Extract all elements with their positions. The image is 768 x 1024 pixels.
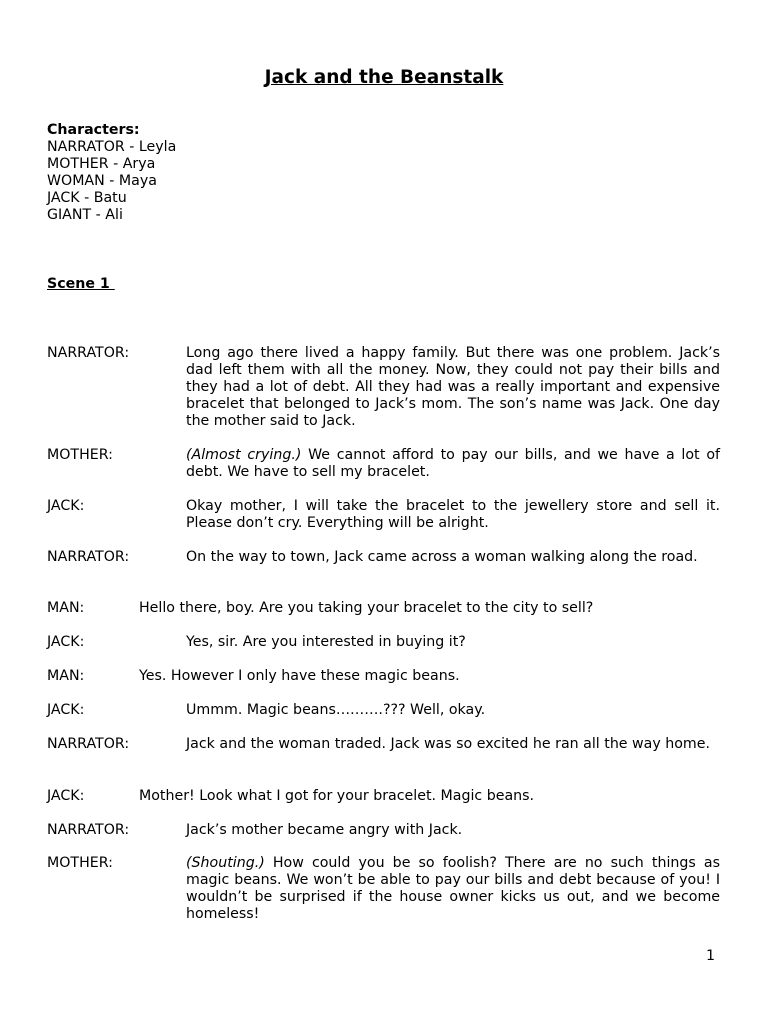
dialogue-line bbox=[47, 549, 720, 566]
dialogue-line bbox=[47, 788, 720, 805]
dialogue-text: Jack and the woman traded. Jack was so excited he ran all the way home. bbox=[186, 736, 710, 752]
speaker-label: NARRATOR: bbox=[47, 736, 130, 752]
dialogue-line bbox=[47, 600, 720, 617]
characters-list bbox=[47, 122, 176, 224]
stage-direction: (Shouting.) bbox=[186, 855, 265, 871]
dialogue-line bbox=[47, 634, 720, 651]
stage-direction: (Almost crying.) bbox=[186, 447, 302, 463]
speaker-label: JACK: bbox=[47, 788, 85, 804]
character-item: GIANT - Ali bbox=[47, 207, 123, 223]
dialogue-text: Yes. However I only have these magic beans. bbox=[139, 668, 460, 684]
dialogue-body: We cannot afford to pay our bills, and we have a lot of debt. We have to sell my bracelet. bbox=[186, 447, 720, 480]
dialogue-text: Jack’s mother became angry with Jack. bbox=[186, 822, 463, 838]
dialogue-line bbox=[47, 822, 720, 839]
dialogue-text: Hello there, boy. Are you taking your bracelet to the city to sell? bbox=[139, 600, 594, 616]
speaker-label: NARRATOR: bbox=[47, 822, 130, 838]
speaker-label: MAN: bbox=[47, 600, 85, 616]
character-item: NARRATOR - Leyla bbox=[47, 139, 177, 155]
speaker-label: MOTHER: bbox=[47, 855, 113, 871]
dialogue-text bbox=[186, 855, 720, 923]
character-item: WOMAN - Maya bbox=[47, 173, 157, 189]
speaker-label: MAN: bbox=[47, 668, 85, 684]
speaker-label: JACK: bbox=[47, 702, 85, 718]
scene-heading: Scene 1 bbox=[47, 276, 115, 292]
speaker-label: MOTHER: bbox=[47, 447, 113, 463]
dialogue-text: Okay mother, I will take the bracelet to the jewellery store and sell it. Please don’t cry. Everything will be alright. bbox=[186, 498, 720, 531]
characters-heading: Characters: bbox=[47, 122, 140, 138]
dialogue-line bbox=[47, 736, 720, 753]
dialogue-line bbox=[47, 498, 720, 532]
speaker-label: NARRATOR: bbox=[47, 549, 130, 565]
dialogue-text: Ummm. Magic beans……….??? Well, okay. bbox=[186, 702, 486, 718]
dialogue-line bbox=[47, 447, 720, 481]
dialogue-text bbox=[186, 447, 720, 481]
dialogue-line bbox=[47, 668, 720, 685]
dialogue-body: How could you be so foolish? There are no such things as magic beans. We won’t be able to pay our bills and debt because of you! I wouldn’t be surprised if the house owner kicks us out, and we become homeless! bbox=[186, 855, 720, 922]
dialogue-line bbox=[47, 345, 720, 430]
dialogue-line bbox=[47, 702, 720, 719]
speaker-label: JACK: bbox=[47, 634, 85, 650]
dialogue-text: Mother! Look what I got for your bracelet. Magic beans. bbox=[139, 788, 535, 804]
speaker-label: JACK: bbox=[47, 498, 85, 514]
character-item: JACK - Batu bbox=[47, 190, 127, 206]
character-item: MOTHER - Arya bbox=[47, 156, 156, 172]
dialogue-text: Long ago there lived a happy family. But there was one problem. Jack’s dad left them with all the money. Now, they could not pay their bills and they had a lot of debt. All they had was a really important and expensive bracelet that belonged to Jack’s mom. The son’s name was Jack. One day the mother said to Jack. bbox=[186, 345, 720, 429]
document-title: Jack and the Beanstalk bbox=[264, 67, 504, 88]
page-number: 1 bbox=[706, 948, 716, 964]
dialogue-line bbox=[47, 855, 720, 923]
dialogue-text: On the way to town, Jack came across a woman walking along the road. bbox=[186, 549, 698, 565]
dialogue-text: Yes, sir. Are you interested in buying it? bbox=[186, 634, 466, 650]
speaker-label: NARRATOR: bbox=[47, 345, 130, 361]
